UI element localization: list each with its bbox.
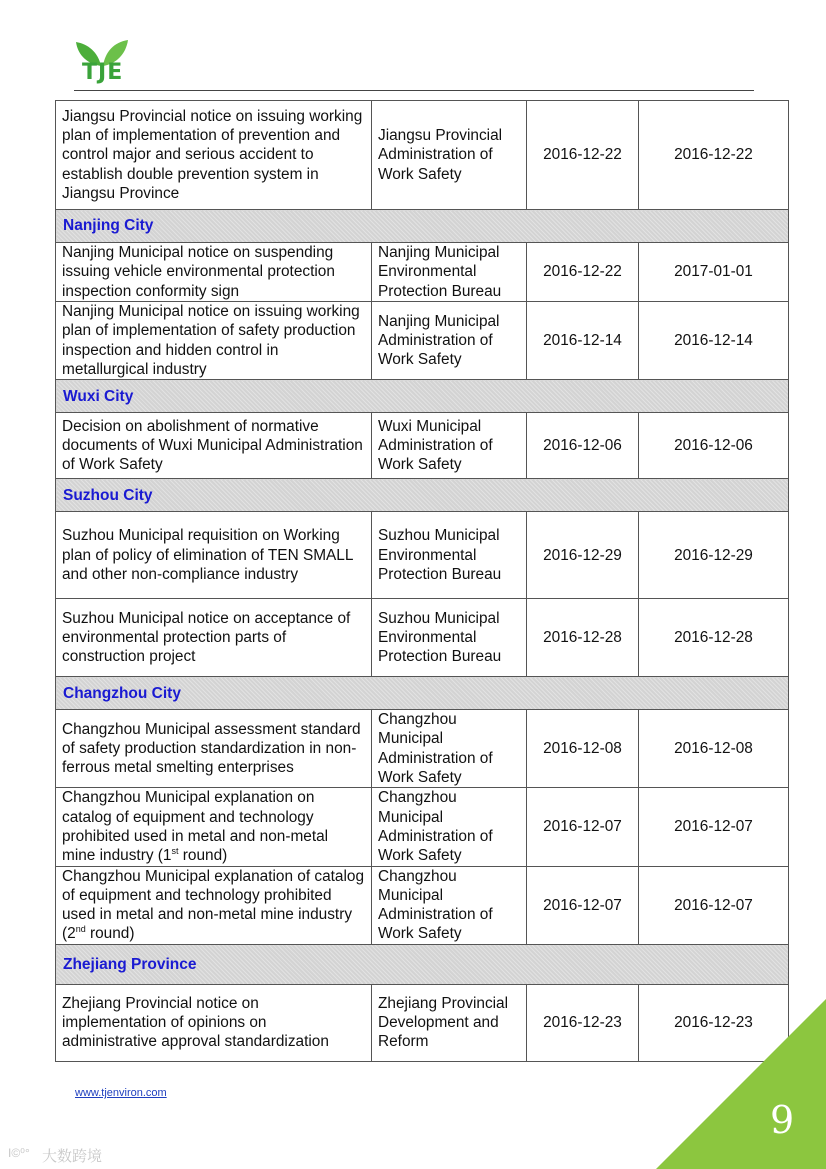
issue-date: 2016-12-08 <box>527 710 639 788</box>
logo-text: TJE <box>82 60 124 85</box>
document-title: Nanjing Municipal notice on suspending issuing vehicle environmental protection inspection conformity sign <box>56 243 372 302</box>
effective-date: 2016-12-28 <box>639 599 789 677</box>
issuing-authority: Nanjing Municipal Administration of Work Safety <box>372 302 527 380</box>
table-row <box>56 413 789 479</box>
corner-triangle <box>656 999 826 1169</box>
issue-date: 2016-12-29 <box>527 512 639 599</box>
section-header <box>56 677 789 710</box>
company-logo <box>74 38 130 90</box>
regulation-table <box>55 100 789 1062</box>
issuing-authority: Suzhou Municipal Environmental Protection Bureau <box>372 599 527 677</box>
section-header <box>56 380 789 413</box>
section-title: Suzhou City <box>56 479 789 512</box>
issue-date: 2016-12-22 <box>527 101 639 210</box>
page-number: 9 <box>770 1098 795 1142</box>
issuing-authority: Wuxi Municipal Administration of Work Safety <box>372 413 527 479</box>
issuing-authority: Nanjing Municipal Environmental Protection Bureau <box>372 243 527 302</box>
section-header <box>56 944 789 984</box>
document-title: Nanjing Municipal notice on issuing working plan of implementation of safety production inspection and hidden control in metallurgical industry <box>56 302 372 380</box>
issuing-authority: Changzhou Municipal Administration of Work Safety <box>372 710 527 788</box>
effective-date: 2017-01-01 <box>639 243 789 302</box>
issue-date: 2016-12-14 <box>527 302 639 380</box>
effective-date: 2016-12-07 <box>639 788 789 866</box>
table-row <box>56 512 789 599</box>
effective-date: 2016-12-22 <box>639 101 789 210</box>
issue-date: 2016-12-28 <box>527 599 639 677</box>
watermark-text: 大数跨境 <box>42 1148 103 1165</box>
section-title: Nanjing City <box>56 210 789 243</box>
document-title: Decision on abolishment of normative documents of Wuxi Municipal Administration of Work Safety <box>56 413 372 479</box>
table-row <box>56 788 789 866</box>
effective-date: 2016-12-08 <box>639 710 789 788</box>
header-divider <box>74 90 754 91</box>
issuing-authority: Changzhou Municipal Administration of Work Safety <box>372 788 527 866</box>
issue-date: 2016-12-23 <box>527 984 639 1061</box>
effective-date: 2016-12-07 <box>639 866 789 944</box>
document-title: Suzhou Municipal notice on acceptance of environmental protection parts of construction project <box>56 599 372 677</box>
document-title: Suzhou Municipal requisition on Working plan of policy of elimination of TEN SMALL and other non-compliance industry <box>56 512 372 599</box>
issue-date: 2016-12-07 <box>527 866 639 944</box>
effective-date: 2016-12-23 <box>639 984 789 1061</box>
table-row <box>56 599 789 677</box>
issuing-authority: Jiangsu Provincial Administration of Work Safety <box>372 101 527 210</box>
issuing-authority: Suzhou Municipal Environmental Protection Bureau <box>372 512 527 599</box>
document-title: Jiangsu Provincial notice on issuing working plan of implementation of prevention and control major and serious accident to establish double prevention system in Jiangsu Province <box>56 101 372 210</box>
issuing-authority: Changzhou Municipal Administration of Work Safety <box>372 866 527 944</box>
website-link[interactable]: www.tjenviron.com <box>75 1087 167 1099</box>
watermark-icon: I©⁰° <box>8 1146 30 1160</box>
document-title: Changzhou Municipal explanation of catalog of equipment and technology prohibited used in metal and non-metal mine industry (2nd round) <box>56 866 372 944</box>
effective-date: 2016-12-14 <box>639 302 789 380</box>
section-header <box>56 479 789 512</box>
table-row <box>56 302 789 380</box>
issue-date: 2016-12-07 <box>527 788 639 866</box>
section-header <box>56 210 789 243</box>
table-row <box>56 710 789 788</box>
table-row <box>56 243 789 302</box>
issue-date: 2016-12-22 <box>527 243 639 302</box>
document-title: Changzhou Municipal explanation on catalog of equipment and technology prohibited used in metal and non-metal mine industry (1st round) <box>56 788 372 866</box>
issue-date: 2016-12-06 <box>527 413 639 479</box>
section-title: Changzhou City <box>56 677 789 710</box>
effective-date: 2016-12-29 <box>639 512 789 599</box>
section-title: Zhejiang Province <box>56 944 789 984</box>
document-title: Zhejiang Provincial notice on implementation of opinions on administrative approval standardization <box>56 984 372 1061</box>
document-title: Changzhou Municipal assessment standard of safety production standardization in non-ferrous metal smelting enterprises <box>56 710 372 788</box>
table-row <box>56 866 789 944</box>
table-row <box>56 101 789 210</box>
effective-date: 2016-12-06 <box>639 413 789 479</box>
section-title: Wuxi City <box>56 380 789 413</box>
issuing-authority: Zhejiang Provincial Development and Reform <box>372 984 527 1061</box>
